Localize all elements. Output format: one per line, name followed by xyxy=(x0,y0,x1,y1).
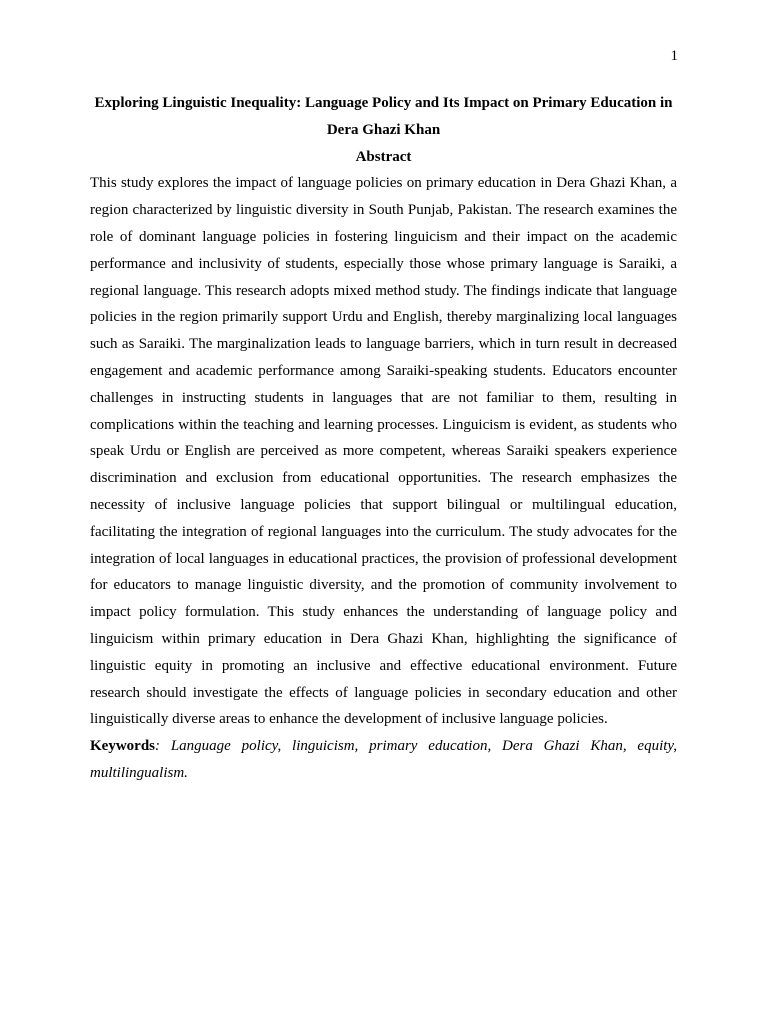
abstract-heading: Abstract xyxy=(355,148,412,165)
page-number: 1 xyxy=(670,48,678,64)
paper-title: Exploring Linguistic Inequality: Language Policy and Its Impact on Primary Education in Dera Ghazi Khan xyxy=(94,95,673,138)
keywords-list: Language policy, linguicism, primary education, Dera Ghazi Khan, equity, multilingualism. xyxy=(90,738,677,781)
keywords-label: Keywords xyxy=(90,738,155,755)
keywords-separator: : xyxy=(155,738,160,755)
abstract-text: This study explores the impact of language policies on primary education in Dera Ghazi Khan, a region characterized by linguistic diversity in South Punjab, Pakistan. The research examines the role of dominant language policies in fostering linguicism and their impact on the academic performance and inclusivity of students, especially those whose primary language is Saraiki, a regional language. This research adopts mixed method study. The findings indicate that language policies in the region primarily support Urdu and English, thereby marginalizing local languages such as Saraiki. The marginalization leads to language barriers, which in turn result in decreased engagement and academic performance among Saraiki-speaking students. Educators encounter challenges in instructing students in languages that are not familiar to them, resulting in complications within the teaching and learning processes. Linguicism is evident, as students who speak Urdu or English are perceived as more competent, whereas Saraiki speakers experience discrimination and exclusion from educational opportunities. The research emphasizes the necessity of inclusive language policies that support bilingual or multilingual education, facilitating the integration of regional languages into the curriculum. The study advocates for the integration of local languages in educational practices, the provision of professional development for educators to manage linguistic diversity, and the promotion of community involvement to impact policy formulation. This study enhances the understanding of language policy and linguicism within primary education in Dera Ghazi Khan, highlighting the significance of linguistic equity in promoting an inclusive and effective educational environment. Future research should investigate the effects of language policies in secondary education and other linguistically diverse areas to enhance the development of inclusive language policies. xyxy=(90,175,677,728)
keywords-paragraph xyxy=(90,733,677,787)
paper-content xyxy=(90,90,677,787)
